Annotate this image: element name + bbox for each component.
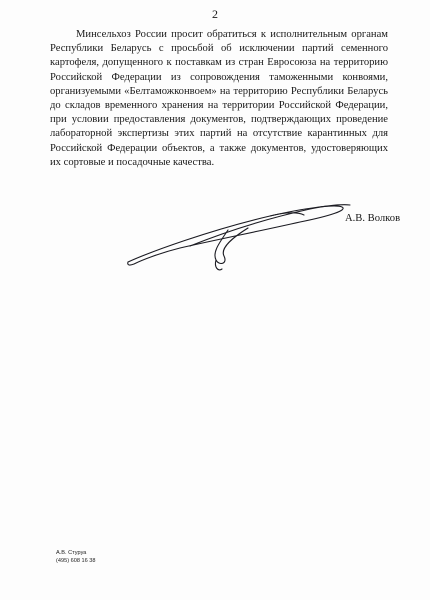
executor-block	[56, 550, 96, 565]
signatory-name: А.В. Волков	[345, 213, 401, 224]
handwritten-signature	[120, 190, 360, 275]
letter-body-paragraph: Минсельхоз России просит обратиться к исполнительным органам Республики Беларусь с просьбой об исключении партий семенного картофеля, допущенного к поставкам из стран Евросоюза на территорию Российской Федерации из сопровождения таможенными конвоями, организуемыми «Белтаможконвоем» на территорию Республики Беларусь до складов временного хранения на территории Российской Федерации, при условии предоставления документов, подтверждающих проведение лабораторной экспертизы этих партий на отсутствие карантинных для Российской Федерации объектов, а также документов, удостоверяющих их сортовые и посадочные качества.	[50, 29, 388, 168]
executor-name: А.В. Стуруа	[56, 550, 87, 556]
executor-phone: (495) 608 16 38	[56, 557, 96, 564]
page-number: 2	[212, 7, 218, 21]
